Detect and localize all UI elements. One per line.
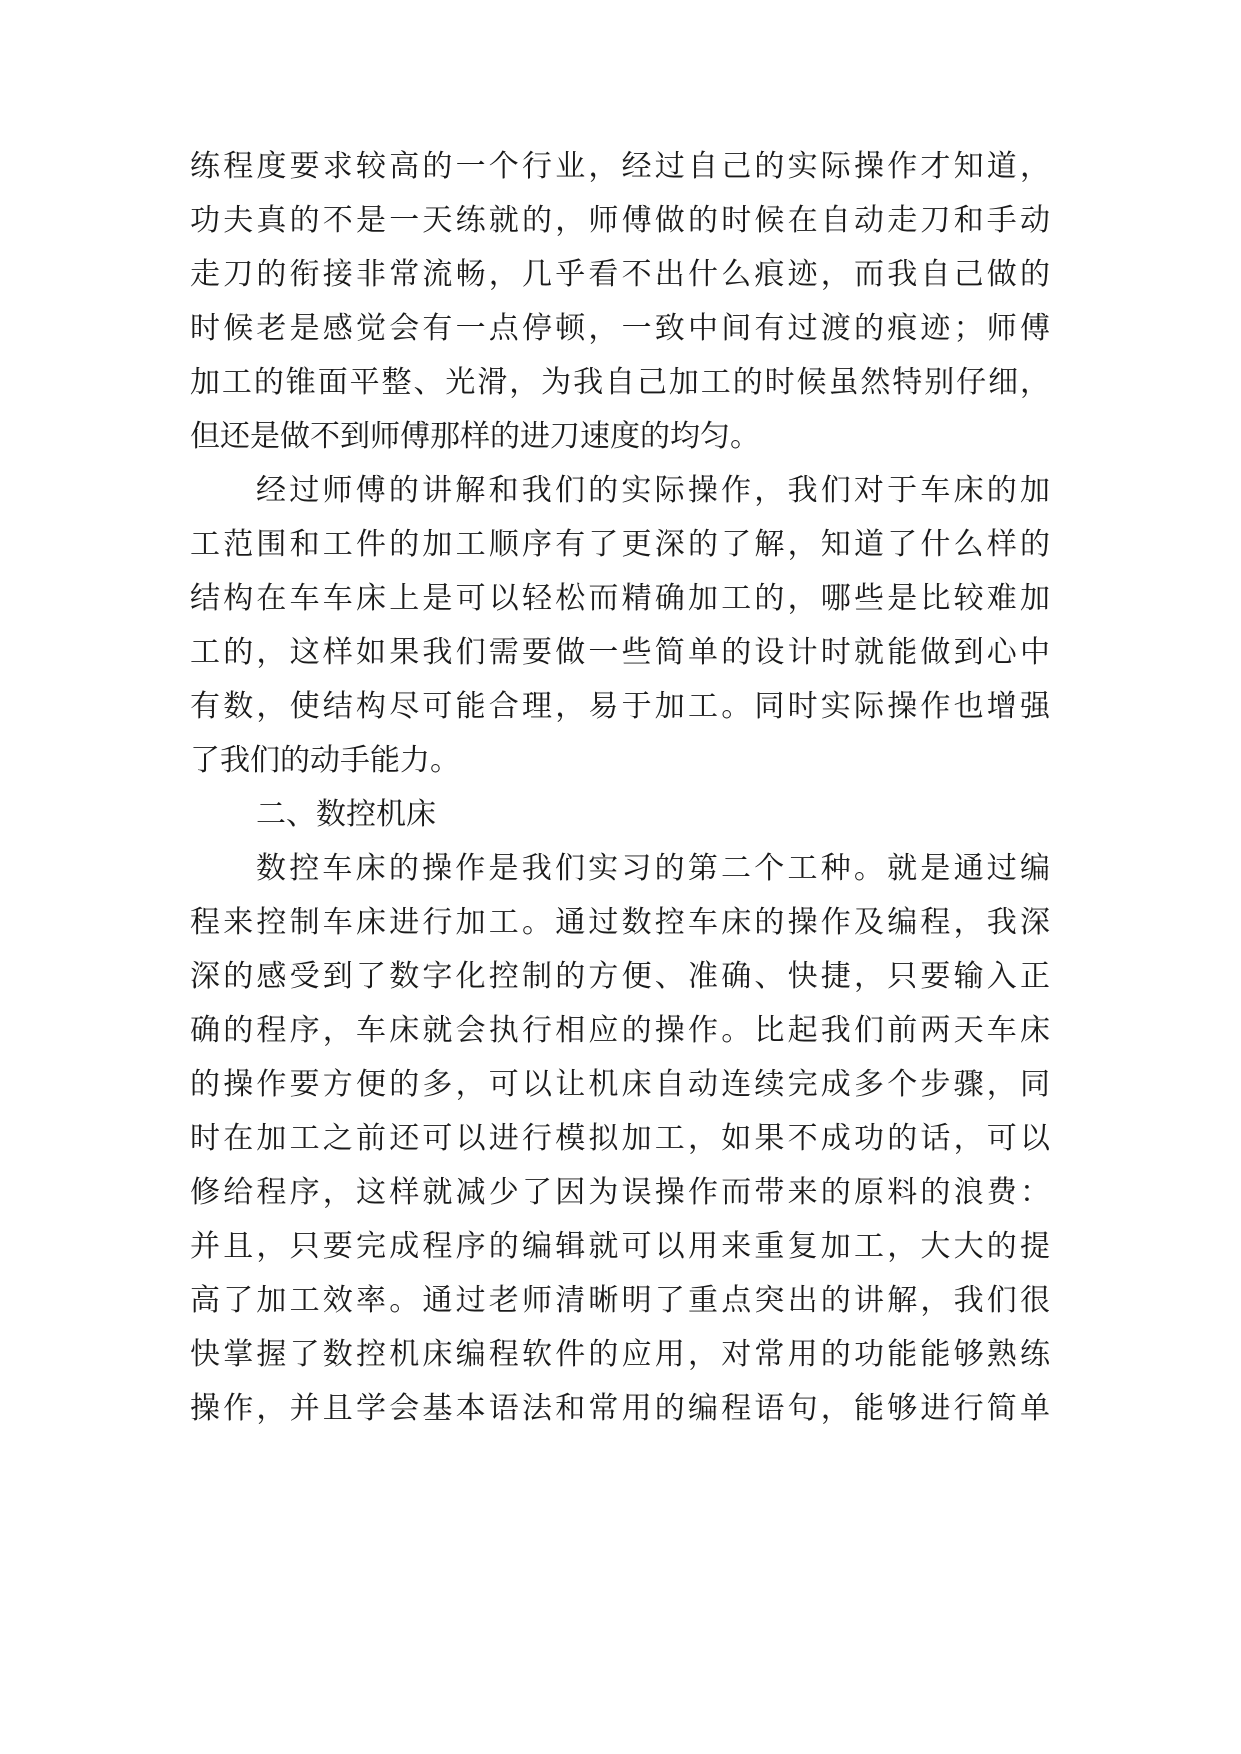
text-line: 的操作要方便的多，可以让机床自动连续完成多个步骤，同 — [190, 1067, 1050, 1102]
paragraph-first-line: 数控车床的操作是我们实习的第二个工种。就是通过编 — [256, 851, 1050, 886]
text-line: 操作，并且学会基本语法和常用的编程语句，能够进行简单 — [190, 1391, 1050, 1426]
text-line: 修给程序，这样就减少了因为误操作而带来的原料的浪费： — [190, 1175, 1050, 1210]
paragraph-first-line: 经过师傅的讲解和我们的实际操作，我们对于车床的加 — [256, 473, 1050, 508]
text-line: 确的程序，车床就会执行相应的操作。比起我们前两天车床 — [190, 1013, 1050, 1048]
text-line: 有数，使结构尽可能合理，易于加工。同时实际操作也增强 — [190, 689, 1050, 724]
text-line: 工的，这样如果我们需要做一些简单的设计时就能做到心中 — [190, 635, 1050, 670]
text-line: 程来控制车床进行加工。通过数控车床的操作及编程，我深 — [190, 905, 1050, 940]
text-line: 功夫真的不是一天练就的，师傅做的时候在自动走刀和手动 — [190, 203, 1050, 238]
text-line: 快掌握了数控机床编程软件的应用，对常用的功能能够熟练 — [190, 1337, 1050, 1372]
text-line: 高了加工效率。通过老师清晰明了重点突出的讲解，我们很 — [190, 1283, 1050, 1318]
text-line: 结构在车车床上是可以轻松而精确加工的，哪些是比较难加 — [190, 581, 1050, 616]
text-line: 并且，只要完成程序的编辑就可以用来重复加工，大大的提 — [190, 1229, 1050, 1264]
text-line: 时候老是感觉会有一点停顿，一致中间有过渡的痕迹；师傅 — [190, 311, 1050, 346]
text-line: 了我们的动手能力。 — [190, 743, 460, 778]
text-line: 工范围和工件的加工顺序有了更深的了解，知道了什么样的 — [190, 527, 1050, 562]
text-line: 深的感受到了数字化控制的方便、准确、快捷，只要输入正 — [190, 959, 1050, 994]
text-line: 加工的锥面平整、光滑，为我自己加工的时候虽然特别仔细， — [190, 365, 1050, 400]
text-line: 时在加工之前还可以进行模拟加工，如果不成功的话，可以 — [190, 1121, 1050, 1156]
section-heading: 二、数控机床 — [256, 797, 436, 832]
text-line: 练程度要求较高的一个行业，经过自己的实际操作才知道， — [190, 149, 1050, 184]
text-line: 但还是做不到师傅那样的进刀速度的均匀。 — [190, 419, 760, 454]
text-line: 走刀的衔接非常流畅，几乎看不出什么痕迹，而我自己做的 — [190, 257, 1050, 292]
